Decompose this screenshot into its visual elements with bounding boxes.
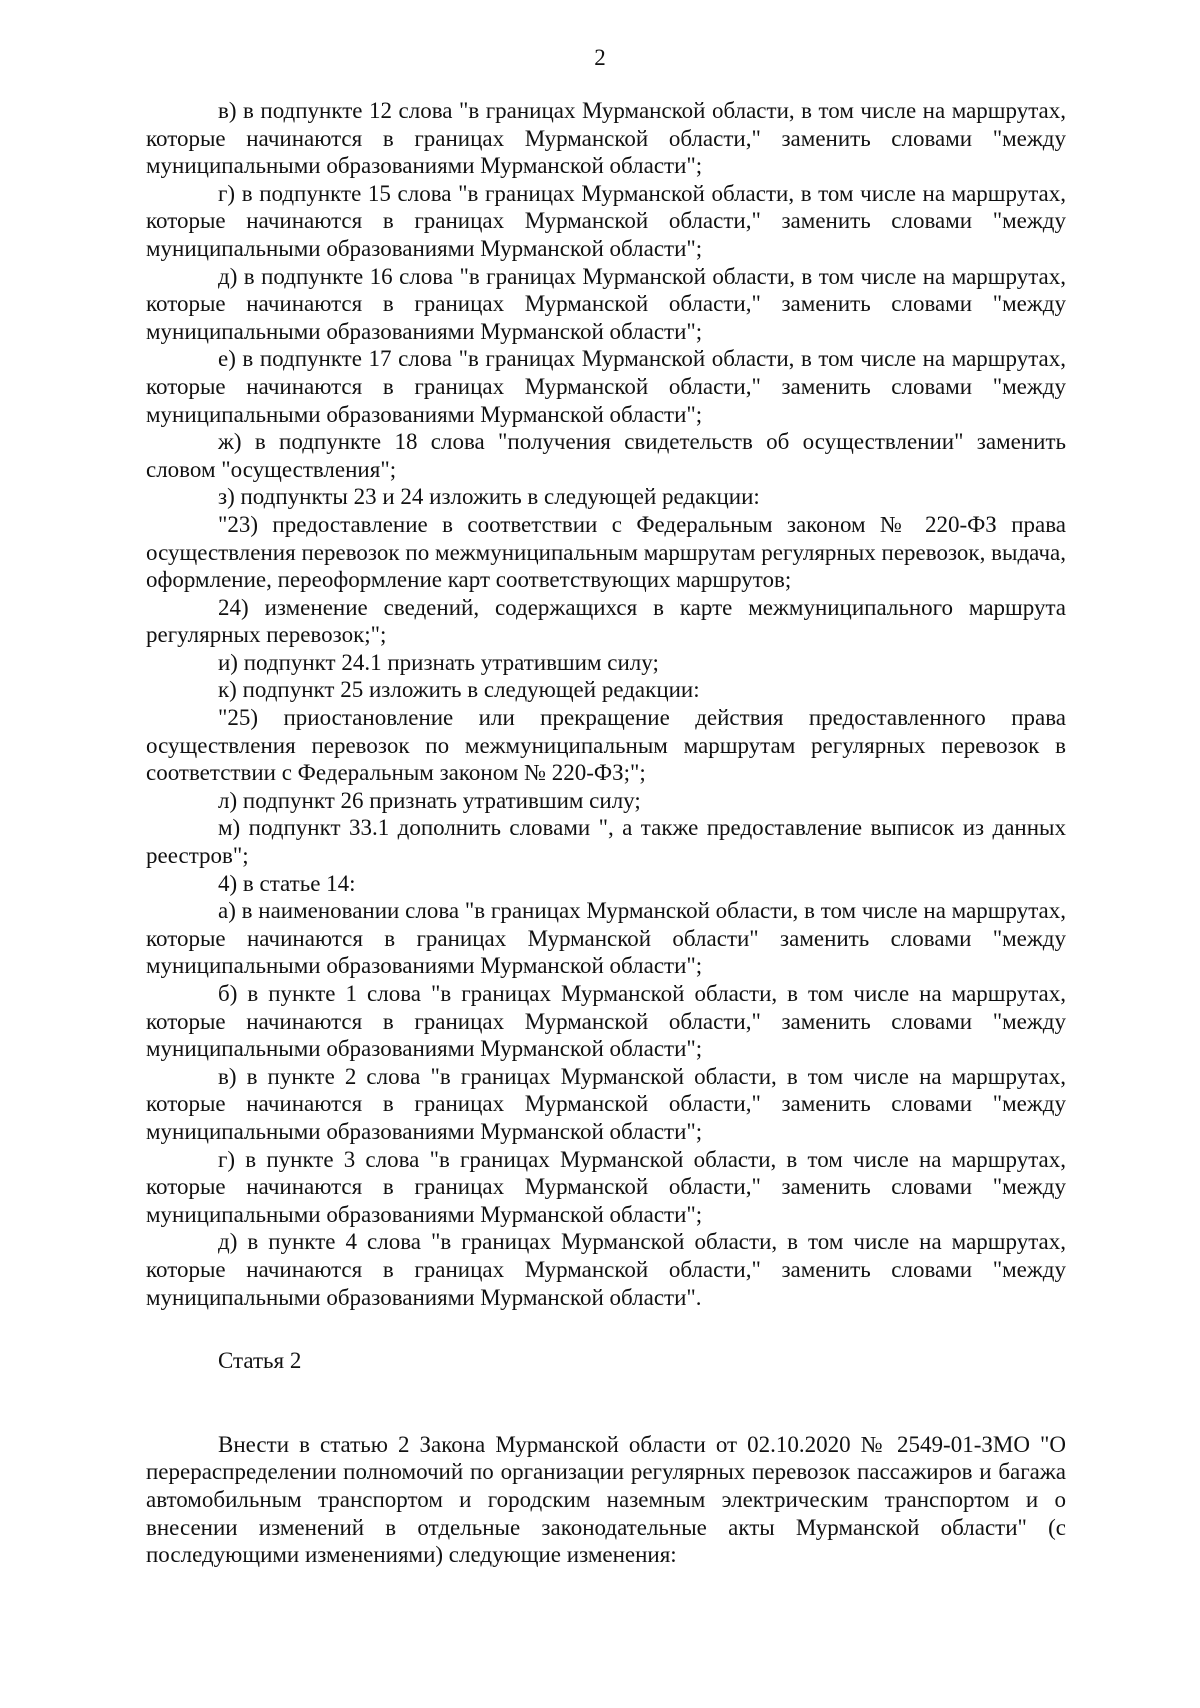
paragraph-g-subpoint-15: г) в подпункте 15 слова "в границах Мурманской области, в том числе на маршрутах, которые начинаются в границах Мурманской области," заменить словами "между муниципальными образованиями Мурманской области"; bbox=[146, 180, 1066, 261]
paragraph-zh-subpoint-18: ж) в подпункте 18 слова "получения свидетельств об осуществлении" заменить словом "осуществления"; bbox=[146, 429, 1066, 482]
paragraph-d-point-4: д) в пункте 4 слова "в границах Мурманской области, в том числе на маршрутах, которые начинаются в границах Мурманской области," заменить словами "между муниципальными образованиями Мурманской области". bbox=[146, 1229, 1066, 1310]
paragraph-subpoint-23-text: "23) предоставление в соответствии с Федеральным законом № 220-ФЗ права осуществления перевозок по межмуниципальным маршрутам регулярных перевозок, выдача, оформление, переоформление карт соответствующих маршрутов; bbox=[146, 511, 1066, 593]
paragraph-a-title: а) в наименовании слова "в границах Мурманской области, в том числе на маршрутах, которые начинаются в границах Мурманской области" заменить словами "между муниципальными образованиями Мурманской области"; bbox=[146, 898, 1066, 979]
paragraph-e-subpoint-17: е) в подпункте 17 слова "в границах Мурманской области, в том числе на маршрутах, которые начинаются в границах Мурманской области," заменить словами "между муниципальными образованиями Мурманской области"; bbox=[146, 346, 1066, 427]
page-number: 2 bbox=[594, 45, 606, 70]
paragraph-z-subpoints-23-24: з) подпункты 23 и 24 изложить в следующей редакции: bbox=[218, 484, 760, 510]
paragraph-i-subpoint-24-1: и) подпункт 24.1 признать утратившим силу; bbox=[218, 649, 659, 675]
paragraph-v-point-2: в) в пункте 2 слова "в границах Мурманской области, в том числе на маршрутах, которые начинаются в границах Мурманской области," заменить словами "между муниципальными образованиями Мурманской области"; bbox=[146, 1063, 1066, 1144]
paragraph-d-subpoint-16: д) в подпункте 16 слова "в границах Мурманской области, в том числе на маршрутах, которые начинаются в границах Мурманской области," заменить словами "между муниципальными образованиями Мурманской области"; bbox=[146, 263, 1066, 344]
paragraph-g-point-3: г) в пункте 3 слова "в границах Мурманской области, в том числе на маршрутах, которые начинаются в границах Мурманской области," заменить словами "между муниципальными образованиями Мурманской области"; bbox=[146, 1146, 1066, 1227]
paragraph-l-subpoint-26: л) подпункт 26 признать утратившим силу; bbox=[218, 787, 641, 813]
article-heading: Статья 2 bbox=[218, 1348, 302, 1374]
paragraph-subpoint-25-text: "25) приостановление или прекращение действия предоставленного права осуществления перевозок по межмуниципальным маршрутам регулярных перевозок в соответствии с Федеральным законом № 220-ФЗ;"; bbox=[146, 705, 1066, 786]
paragraph-m-subpoint-33-1: м) подпункт 33.1 дополнить словами ", а также предоставление выписок из данных реестров"; bbox=[146, 815, 1066, 869]
paragraph-4-article-14: 4) в статье 14: bbox=[218, 870, 356, 896]
paragraph-k-subpoint-25: к) подпункт 25 изложить в следующей редакции: bbox=[218, 677, 700, 703]
paragraph-subpoint-24-text: 24) изменение сведений, содержащихся в карте межмуниципального маршрута регулярных перевозок;"; bbox=[146, 594, 1066, 648]
document-body bbox=[146, 97, 1066, 1569]
paragraph-v-subpoint-12: в) в подпункте 12 слова "в границах Мурманской области, в том числе на маршрутах, которые начинаются в границах Мурманской области," заменить словами "между муниципальными образованиями Мурманской области"; bbox=[146, 98, 1066, 179]
article-2-body: Внести в статью 2 Закона Мурманской области от 02.10.2020 № 2549-01-ЗМО "О перераспределении полномочий по организации регулярных перевозок пассажиров и багажа автомобильным транспортом и городским наземным электрическим транспортом и о внесении изменений в отдельные законодательные акты Мурманской области" (с последующими изменениями) следующие изменения: bbox=[146, 1431, 1066, 1568]
paragraph-b-point-1: б) в пункте 1 слова "в границах Мурманской области, в том числе на маршрутах, которые начинаются в границах Мурманской области," заменить словами "между муниципальными образованиями Мурманской области"; bbox=[146, 981, 1066, 1062]
